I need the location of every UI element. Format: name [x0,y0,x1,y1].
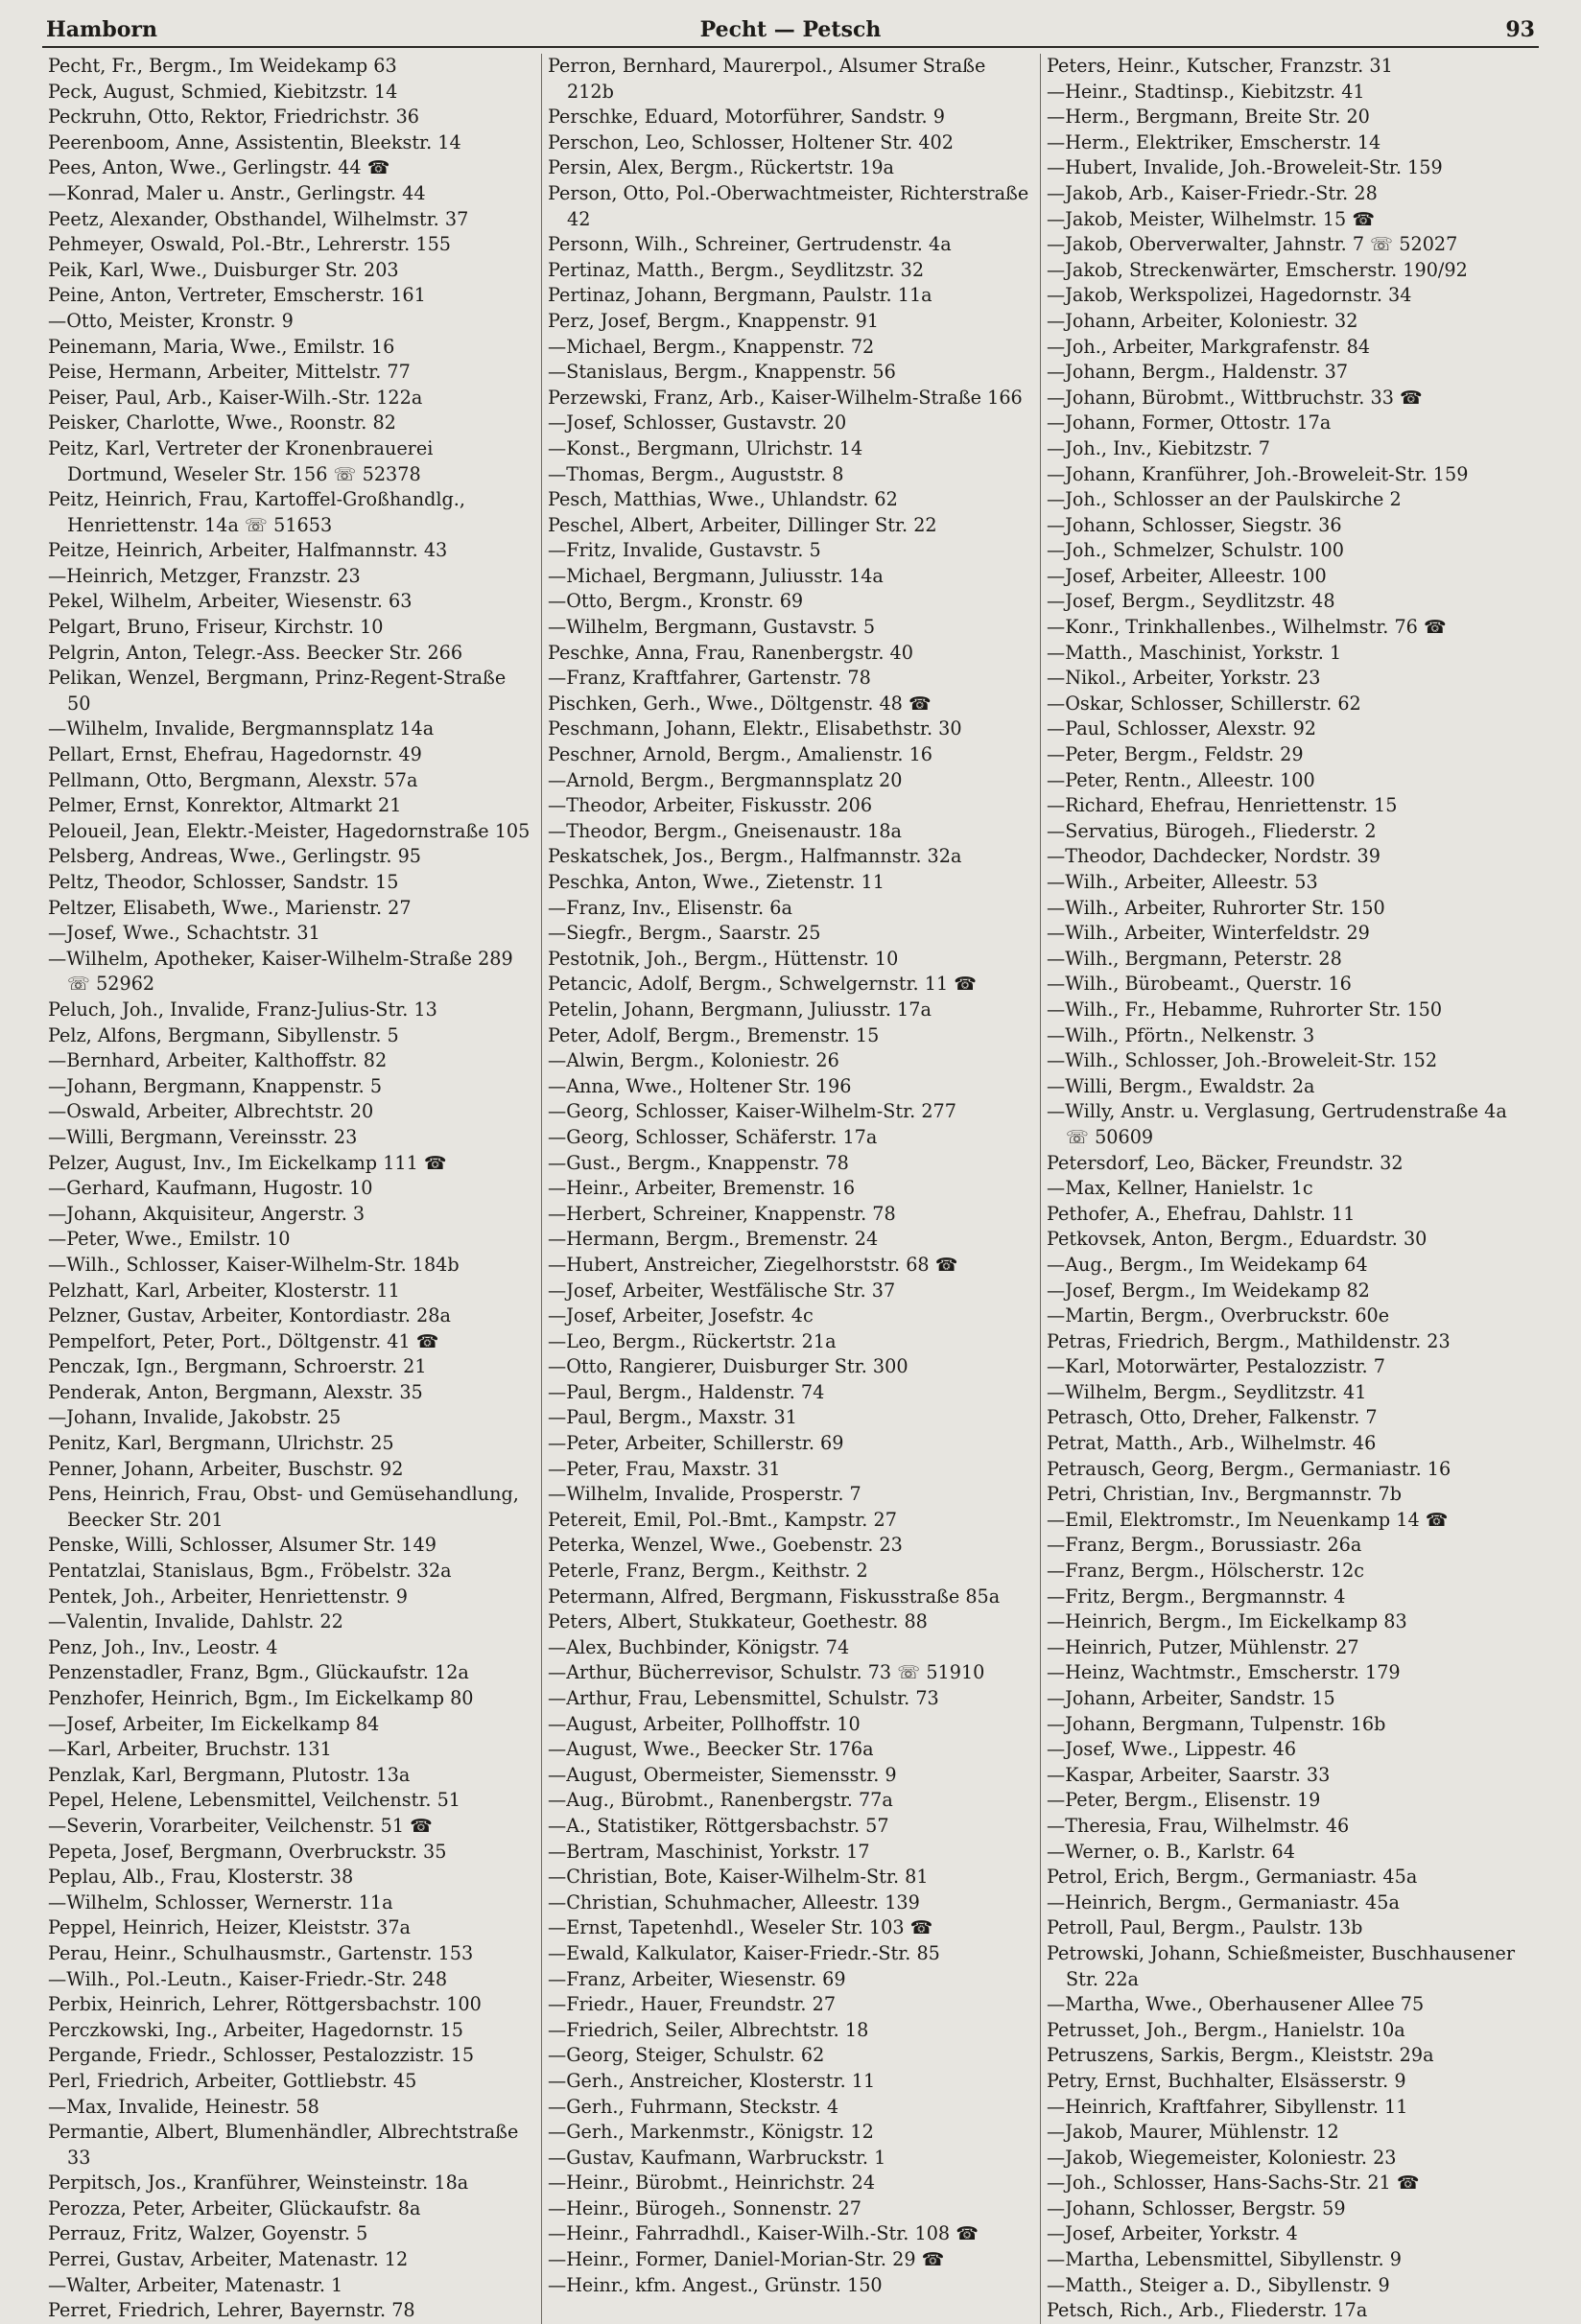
directory-entry: Peters, Heinr., Kutscher, Franzstr. 31 [1047,55,1393,77]
directory-entry: —Peter, Bergm., Feldstr. 29 [1047,743,1304,766]
directory-entry: —Johann, Arbeiter, Koloniestr. 32 [1047,309,1358,332]
directory-entry: —Gerh., Markenmstr., Königstr. 12 [548,2121,874,2144]
directory-entry: —Johann, Bergmann, Tulpenstr. 16b [1047,1712,1386,1735]
directory-entry: —Johann, Bergmann, Knappenstr. 5 [48,1074,383,1097]
directory-entry: —Matth., Steiger a. D., Sibyllenstr. 9 [1047,2273,1390,2296]
directory-entry: —Johann, Bürobmt., Wittbruchstr. 33 ☎ [1047,386,1423,409]
directory-entry: —Thomas, Bergm., Auguststr. 8 [548,462,844,485]
directory-entry: Peitze, Heinrich, Arbeiter, Halfmannstr. 43 [48,539,448,562]
directory-entry: —Konrad, Maler u. Anstr., Gerlingstr. 44 [48,181,426,204]
directory-entry: —Jakob, Oberverwalter, Jahnstr. 7 ☏ 52027 [1047,233,1458,256]
directory-entry: Peck, August, Schmied, Kiebitzstr. 14 [48,80,398,103]
directory-entry: —Theodor, Bergm., Gneisenaustr. 18a [548,819,902,842]
directory-entry: —Josef, Wwe., Lippestr. 46 [1047,1738,1297,1761]
directory-entry: —Jakob, Meister, Wilhelmstr. 15 ☎ [1047,207,1376,230]
directory-entry: Pelsberg, Andreas, Wwe., Gerlingstr. 95 [48,845,421,868]
directory-entry: Penzhofer, Heinrich, Bgm., Im Eickelkamp 80 [48,1687,474,1709]
directory-entry: Petry, Ernst, Buchhalter, Elsässerstr. 9 [1047,2069,1406,2092]
directory-entry: —Gustav, Kaufmann, Warbruckstr. 1 [548,2146,886,2169]
directory-entry: Peisker, Charlotte, Wwe., Roonstr. 82 [48,411,396,434]
directory-entry: —Gust., Bergm., Knappenstr. 78 [548,1151,849,1174]
directory-entry: Peterle, Franz, Bergm., Keithstr. 2 [548,1560,868,1583]
directory-entry: —Christian, Bote, Kaiser-Wilhelm-Str. 81 [548,1866,929,1889]
directory-entry: —Wilh., Schlosser, Kaiser-Wilhelm-Str. 184b [48,1253,460,1276]
directory-entry: —Gerh., Fuhrmann, Steckstr. 4 [548,2095,839,2118]
directory-entry: —Paul, Bergm., Haldenstr. 74 [548,1380,825,1403]
directory-entry: Pelzhatt, Karl, Arbeiter, Klosterstr. 11 [48,1279,400,1302]
directory-entry: Peter, Adolf, Bergm., Bremenstr. 15 [548,1023,880,1046]
directory-entry: Peine, Anton, Vertreter, Emscherstr. 161 [48,284,426,307]
directory-entry: —Martha, Lebensmittel, Sibyllenstr. 9 [1047,2248,1402,2271]
directory-entry: Peetz, Alexander, Obsthandel, Wilhelmstr. 37 [48,207,469,230]
directory-entry: Peitz, Heinrich, Frau, Kartoffel-Großhandlg., Henriettenstr. 14a ☏ 51653 [48,488,465,536]
directory-entry: Pischken, Gerh., Wwe., Döltgenstr. 48 ☎ [548,692,932,715]
directory-entry: Penske, Willi, Schlosser, Alsumer Str. 149 [48,1534,437,1557]
directory-entry: —Josef, Arbeiter, Josefstr. 4c [548,1304,814,1327]
directory-entry: —Bernhard, Arbeiter, Kalthoffstr. 82 [48,1049,388,1072]
directory-entry: Pergande, Friedr., Schlosser, Pestalozzistr. 15 [48,2044,475,2067]
directory-entry: —Martin, Bergm., Overbruckstr. 60e [1047,1304,1390,1327]
directory-entry: —Herbert, Schreiner, Knappenstr. 78 [548,1202,896,1225]
directory-entry: —Peter, Bergm., Elisenstr. 19 [1047,1789,1321,1812]
directory-entry: —Joh., Arbeiter, Markgrafenstr. 84 [1047,335,1371,358]
directory-entry: Pentatzlai, Stanislaus, Bgm., Fröbelstr. 32a [48,1560,452,1583]
directory-entry: Pekel, Wilhelm, Arbeiter, Wiesenstr. 63 [48,590,413,613]
directory-entry: Perret, Friedrich, Lehrer, Bayernstr. 78 [48,2299,415,2322]
directory-entry: —Theresia, Frau, Wilhelmstr. 46 [1047,1814,1350,1837]
directory-entry: Person, Otto, Pol.-Oberwachtmeister, Richterstraße 42 [548,181,1029,230]
directory-entry: —Friedrich, Seiler, Albrechtstr. 18 [548,2018,869,2041]
directory-entry: Perczkowski, Ing., Arbeiter, Hagedornstr. 15 [48,2018,463,2041]
directory-entry: Perozza, Peter, Arbeiter, Glückaufstr. 8a [48,2196,421,2219]
directory-entry: —Stanislaus, Bergm., Knappenstr. 56 [548,361,896,384]
directory-entry: —Heinrich, Bergm., Germaniastr. 45a [1047,1890,1400,1913]
directory-entry: —Arthur, Frau, Lebensmittel, Schulstr. 73 [548,1687,939,1709]
directory-entry: —Arnold, Bergm., Bergmannsplatz 20 [548,768,903,791]
column-1 [42,54,541,2324]
directory-entry: —Heinr., Bürogeh., Sonnenstr. 27 [548,2196,861,2219]
directory-entry: Peiser, Paul, Arb., Kaiser-Wilh.-Str. 122a [48,386,423,409]
directory-entry: —Otto, Rangierer, Duisburger Str. 300 [548,1355,908,1378]
directory-entry: —Heinrich, Bergm., Im Eickelkamp 83 [1047,1610,1407,1633]
directory-entry: —August, Arbeiter, Pollhoffstr. 10 [548,1712,861,1735]
directory-entry: —Johann, Kranführer, Joh.-Broweleit-Str. 159 [1047,462,1469,485]
directory-entry: Peschner, Arnold, Bergm., Amalienstr. 16 [548,743,932,766]
directory-entry: —Josef, Bergm., Seydlitzstr. 48 [1047,590,1335,613]
directory-entry: Peise, Hermann, Arbeiter, Mittelstr. 77 [48,361,411,384]
directory-entry: —Gerhard, Kaufmann, Hugostr. 10 [48,1177,373,1200]
directory-entry: Pethofer, A., Ehefrau, Dahlstr. 11 [1047,1202,1356,1225]
directory-entry: Pecht, Fr., Bergm., Im Weidekamp 63 [48,55,397,77]
directory-entry: —Werner, o. B., Karlstr. 64 [1047,1840,1295,1863]
directory-entry: —Konr., Trinkhallenbes., Wilhelmstr. 76 ☎ [1047,616,1447,639]
directory-entry: Pepeta, Josef, Bergmann, Overbruckstr. 35 [48,1840,447,1863]
directory-entry: —Arthur, Bücherrevisor, Schulstr. 73 ☏ 51910 [548,1661,985,1684]
directory-entry: —Peter, Arbeiter, Schillerstr. 69 [548,1432,844,1455]
directory-entry: —Wilh., Pförtn., Nelkenstr. 3 [1047,1023,1315,1046]
directory-entry: Perrauz, Fritz, Walzer, Goyenstr. 5 [48,2222,368,2245]
directory-entry: —Wilhelm, Invalide, Bergmannsplatz 14a [48,717,435,740]
directory-entry: Pees, Anton, Wwe., Gerlingstr. 44 ☎ [48,156,390,179]
directory-entry: Perz, Josef, Bergm., Knappenstr. 91 [548,309,879,332]
directory-entry: —Konst., Bergmann, Ulrichstr. 14 [548,436,863,459]
directory-entry: —Josef, Arbeiter, Alleestr. 100 [1047,564,1327,587]
directory-entry: —Wilhelm, Bergmann, Gustavstr. 5 [548,616,876,639]
directory-entry: Penitz, Karl, Bergmann, Ulrichstr. 25 [48,1432,394,1455]
directory-entry: —Karl, Motorwärter, Pestalozzistr. 7 [1047,1355,1385,1378]
directory-entry: Perau, Heinr., Schulhausmstr., Gartenstr. 153 [48,1941,474,1964]
directory-entry: —Martha, Wwe., Oberhausener Allee 75 [1047,1993,1425,2016]
directory-entry: Petereit, Emil, Pol.-Bmt., Kampstr. 27 [548,1508,897,1531]
directory-entry: —Wilh., Schlosser, Joh.-Broweleit-Str. 152 [1047,1049,1438,1072]
directory-entry: Pellmann, Otto, Bergmann, Alexstr. 57a [48,768,418,791]
directory-entry: —Gerh., Anstreicher, Klosterstr. 11 [548,2069,876,2092]
directory-entry: —Wilhelm, Bergm., Seydlitzstr. 41 [1047,1380,1367,1403]
directory-columns [42,54,1539,2324]
directory-entry: Perschke, Eduard, Motorführer, Sandstr. 9 [548,106,945,129]
directory-entry: —Jakob, Werkspolizei, Hagedornstr. 34 [1047,284,1412,307]
directory-entry: Pelgart, Bruno, Friseur, Kirchstr. 10 [48,616,384,639]
directory-entry: Pelzer, August, Inv., Im Eickelkamp 111 ☎ [48,1151,447,1174]
directory-entry: —Valentin, Invalide, Dahlstr. 22 [48,1610,343,1633]
page-header [42,13,1539,48]
directory-entry: —Jakob, Maurer, Mühlenstr. 12 [1047,2121,1339,2144]
directory-entry: Persin, Alex, Bergm., Rückertstr. 19a [548,156,894,179]
directory-entry: Peskatschek, Jos., Bergm., Halfmannstr. 32a [548,845,962,868]
directory-entry: —Matth., Maschinist, Yorkstr. 1 [1047,641,1342,664]
directory-entry: Peppel, Heinrich, Heizer, Kleiststr. 37a [48,1916,411,1939]
directory-entry: —Franz, Bergm., Hölscherstr. 12c [1047,1560,1365,1583]
directory-entry: —Friedr., Hauer, Freundstr. 27 [548,1993,837,2016]
directory-entry: —Max, Kellner, Hanielstr. 1c [1047,1177,1313,1200]
directory-entry: —Wilh., Arbeiter, Winterfeldstr. 29 [1047,922,1370,945]
directory-entry: —Willi, Bergm., Ewaldstr. 2a [1047,1074,1315,1097]
directory-entry: Perbix, Heinrich, Lehrer, Röttgersbachstr. 100 [48,1993,482,2016]
directory-entry: Petkovsek, Anton, Bergm., Eduardstr. 30 [1047,1228,1428,1251]
directory-entry: —Paul, Bergm., Maxstr. 31 [548,1406,797,1429]
directory-entry: Peschmann, Johann, Elektr., Elisabethstr. 30 [548,717,962,740]
directory-entry: Petersdorf, Leo, Bäcker, Freundstr. 32 [1047,1151,1404,1174]
directory-entry: —Otto, Meister, Kronstr. 9 [48,309,294,332]
directory-entry: Peltz, Theodor, Schlosser, Sandstr. 15 [48,871,399,893]
directory-entry: Perzewski, Franz, Arb., Kaiser-Wilhelm-Straße 166 [548,386,1023,409]
directory-entry: —Wilhelm, Apotheker, Kaiser-Wilhelm-Straße 289 ☏ 52962 [48,947,513,996]
directory-entry: —Fritz, Invalide, Gustavstr. 5 [548,539,821,562]
directory-entry: —A., Statistiker, Röttgersbachstr. 57 [548,1814,889,1837]
directory-entry: Petras, Friedrich, Bergm., Mathildenstr. 23 [1047,1329,1451,1352]
directory-entry: —Franz, Kraftfahrer, Gartenstr. 78 [548,667,871,690]
directory-entry: —Jakob, Wiegemeister, Koloniestr. 23 [1047,2146,1397,2169]
directory-entry: —Joh., Schlosser an der Paulskirche 2 [1047,488,1402,511]
directory-entry: Penz, Joh., Inv., Leostr. 4 [48,1635,278,1658]
directory-entry: —Johann, Arbeiter, Sandstr. 15 [1047,1687,1335,1709]
directory-entry: —Jakob, Arb., Kaiser-Friedr.-Str. 28 [1047,181,1378,204]
directory-entry: Peschke, Anna, Frau, Ranenbergstr. 40 [548,641,913,664]
directory-entry: —Hubert, Anstreicher, Ziegelhorststr. 68 ☎ [548,1253,958,1276]
directory-entry: Pehmeyer, Oswald, Pol.-Btr., Lehrerstr. 155 [48,233,451,256]
directory-entry: Peik, Karl, Wwe., Duisburger Str. 203 [48,258,399,281]
directory-entry: —Franz, Inv., Elisenstr. 6a [548,896,792,919]
directory-entry: —Hubert, Invalide, Joh.-Broweleit-Str. 159 [1047,156,1443,179]
directory-entry: —Josef, Wwe., Schachtstr. 31 [48,922,320,945]
directory-entry: —Michael, Bergmann, Juliusstr. 14a [548,564,884,587]
directory-entry: —Theodor, Dachdecker, Nordstr. 39 [1047,845,1380,868]
directory-entry: Petrat, Matth., Arb., Wilhelmstr. 46 [1047,1432,1377,1455]
directory-entry: Peschka, Anton, Wwe., Zietenstr. 11 [548,871,885,893]
directory-entry: —Joh., Schlosser, Hans-Sachs-Str. 21 ☎ [1047,2171,1420,2195]
directory-entry: —Franz, Bergm., Borussiastr. 26a [1047,1534,1362,1557]
directory-entry: Permantie, Albert, Blumenhändler, Albrechtstraße 33 [48,2121,519,2169]
directory-entry: —Johann, Akquisiteur, Angerstr. 3 [48,1202,366,1225]
directory-entry: —Heinz, Wachtmstr., Emscherstr. 179 [1047,1661,1401,1684]
directory-entry: —Oskar, Schlosser, Schillerstr. 62 [1047,692,1361,715]
page-number: 93 [1505,17,1535,42]
directory-entry: Pertinaz, Matth., Bergm., Seydlitzstr. 32 [548,258,925,281]
directory-entry: —Heinr., Fahrradhdl., Kaiser-Wilh.-Str. 108 ☎ [548,2222,979,2245]
directory-entry: —Anna, Wwe., Holtener Str. 196 [548,1074,852,1097]
column-2 [541,54,1040,2324]
directory-entry: Petelin, Johann, Bergmann, Juliusstr. 17a [548,998,932,1021]
directory-entry: —Karl, Arbeiter, Bruchstr. 131 [48,1738,332,1761]
directory-entry: Perron, Bernhard, Maurerpol., Alsumer Straße 212b [548,55,986,103]
directory-entry: —Oswald, Arbeiter, Albrechtstr. 20 [48,1100,374,1123]
directory-entry: Pempelfort, Peter, Port., Döltgenstr. 41 ☎ [48,1329,439,1352]
directory-entry: Peloueil, Jean, Elektr.-Meister, Hagedornstraße 105 [48,819,531,842]
directory-entry: —Wilh., Arbeiter, Alleestr. 53 [1047,871,1318,893]
directory-entry: Peerenboom, Anne, Assistentin, Bleekstr. 14 [48,130,461,153]
directory-entry: —Richard, Ehefrau, Henriettenstr. 15 [1047,794,1398,817]
directory-entry: —Heinrich, Kraftfahrer, Sibyllenstr. 11 [1047,2095,1408,2118]
directory-entry: —Herm., Elektriker, Emscherstr. 14 [1047,130,1381,153]
directory-entry: —Johann, Schlosser, Siegstr. 36 [1047,513,1342,536]
directory-entry: —Alex, Buchbinder, Königstr. 74 [548,1635,850,1658]
directory-entry: —Kaspar, Arbeiter, Saarstr. 33 [1047,1763,1331,1786]
directory-entry: —Georg, Steiger, Schulstr. 62 [548,2044,825,2067]
directory-entry: Penderak, Anton, Bergmann, Alexstr. 35 [48,1380,423,1403]
directory-entry: —Johann, Bergm., Haldenstr. 37 [1047,361,1349,384]
directory-entry: Pelmer, Ernst, Konrektor, Altmarkt 21 [48,794,402,817]
directory-entry: Pepel, Helene, Lebensmittel, Veilchenstr. 51 [48,1789,461,1812]
directory-entry: —Peter, Wwe., Emilstr. 10 [48,1228,291,1251]
directory-entry: —Siegfr., Bergm., Saarstr. 25 [548,922,821,945]
directory-entry: Petrasch, Otto, Dreher, Falkenstr. 7 [1047,1406,1378,1429]
directory-entry: —Severin, Vorarbeiter, Veilchenstr. 51 ☎ [48,1814,434,1837]
directory-entry: —Theodor, Arbeiter, Fiskusstr. 206 [548,794,873,817]
directory-entry: Petrusset, Joh., Bergm., Hanielstr. 10a [1047,2018,1405,2041]
directory-entry: Perl, Friedrich, Arbeiter, Gottliebstr. 45 [48,2069,417,2092]
directory-entry: —Servatius, Bürogeh., Fliederstr. 2 [1047,819,1377,842]
directory-entry: —Willy, Anstr. u. Verglasung, Gertrudenstraße 4a ☏ 50609 [1047,1100,1507,1148]
directory-entry: Petermann, Alfred, Bergmann, Fiskusstraße 85a [548,1585,1001,1608]
directory-entry: —Aug., Bürobmt., Ranenbergstr. 77a [548,1789,893,1812]
directory-entry: —Jakob, Streckenwärter, Emscherstr. 190/92 [1047,258,1468,281]
directory-entry: —Johann, Former, Ottostr. 17a [1047,411,1332,434]
directory-entry: Perrei, Gustav, Arbeiter, Matenastr. 12 [48,2248,409,2271]
directory-entry: —Franz, Arbeiter, Wiesenstr. 69 [548,1967,846,1990]
directory-entry: Pellart, Ernst, Ehefrau, Hagedornstr. 49 [48,743,422,766]
directory-entry: Peinemann, Maria, Wwe., Emilstr. 16 [48,335,395,358]
directory-entry: —Leo, Bergm., Rückertstr. 21a [548,1329,837,1352]
directory-entry: —Christian, Schuhmacher, Alleestr. 139 [548,1890,920,1913]
directory-entry: Pentek, Joh., Arbeiter, Henriettenstr. 9 [48,1585,408,1608]
directory-entry: Peluch, Joh., Invalide, Franz-Julius-Str. 13 [48,998,437,1021]
directory-entry: Peschel, Albert, Arbeiter, Dillinger Str. 22 [548,513,937,536]
directory-entry: —Wilhelm, Schlosser, Wernerstr. 11a [48,1890,393,1913]
directory-entry: —Ernst, Tapetenhdl., Weseler Str. 103 ☎ [548,1916,933,1939]
directory-entry: Petroll, Paul, Bergm., Paulstr. 13b [1047,1916,1363,1939]
column-3 [1040,54,1539,2324]
directory-entry: —Willi, Bergmann, Vereinsstr. 23 [48,1125,358,1148]
directory-entry: —Heinr., Arbeiter, Bremenstr. 16 [548,1177,856,1200]
directory-entry: —Herm., Bergmann, Breite Str. 20 [1047,106,1370,129]
directory-entry: Pelzner, Gustav, Arbeiter, Kontordiastr. 28a [48,1304,451,1327]
directory-entry: —Nikol., Arbeiter, Yorkstr. 23 [1047,667,1321,690]
directory-entry: Peltzer, Elisabeth, Wwe., Marienstr. 27 [48,896,412,919]
directory-entry: Penner, Johann, Arbeiter, Buschstr. 92 [48,1457,404,1480]
directory-entry: —Josef, Arbeiter, Yorkstr. 4 [1047,2222,1298,2245]
directory-entry: —Heinrich, Metzger, Franzstr. 23 [48,564,361,587]
directory-entry: —Heinr., Bürobmt., Heinrichstr. 24 [548,2171,876,2195]
directory-entry: —Johann, Schlosser, Bergstr. 59 [1047,2196,1346,2219]
directory-entry: —Wilh., Arbeiter, Ruhrorter Str. 150 [1047,896,1385,919]
directory-entry: Pertinaz, Johann, Bergmann, Paulstr. 11a [548,284,932,307]
directory-entry: —Georg, Schlosser, Schäferstr. 17a [548,1125,878,1148]
directory-entry: —Michael, Bergm., Knappenstr. 72 [548,335,875,358]
directory-entry: Petruszens, Sarkis, Bergm., Kleiststr. 29a [1047,2044,1434,2067]
directory-entry: —August, Obermeister, Siemensstr. 9 [548,1763,897,1786]
directory-entry: —Wilh., Bergmann, Peterstr. 28 [1047,947,1342,970]
directory-entry: —Walter, Arbeiter, Matenastr. 1 [48,2273,343,2296]
directory-entry: —Paul, Schlosser, Alexstr. 92 [1047,717,1317,740]
directory-entry: Pelz, Alfons, Bergmann, Sibyllenstr. 5 [48,1023,399,1046]
directory-entry: Penzenstadler, Franz, Bgm., Glückaufstr. 12a [48,1661,469,1684]
directory-entry: Petrausch, Georg, Bergm., Germaniastr. 16 [1047,1457,1451,1480]
directory-entry: Petancic, Adolf, Bergm., Schwelgernstr. 11 ☎ [548,973,978,996]
directory-entry: —Josef, Arbeiter, Westfälische Str. 37 [548,1279,896,1302]
directory-entry: —Heinrich, Putzer, Mühlenstr. 27 [1047,1635,1359,1658]
directory-entry: —Heinr., kfm. Angest., Grünstr. 150 [548,2273,883,2296]
directory-entry: Pestotnik, Joh., Bergm., Hüttenstr. 10 [548,947,899,970]
header-city: Hamborn [46,17,157,42]
directory-entry: Peplau, Alb., Frau, Klosterstr. 38 [48,1866,354,1889]
header-range: Pecht — Petsch [699,17,882,42]
directory-entry: —Bertram, Maschinist, Yorkstr. 17 [548,1840,870,1863]
directory-entry: Pelikan, Wenzel, Bergmann, Prinz-Regent-Straße 50 [48,667,507,715]
directory-entry: Penzlak, Karl, Bergmann, Plutostr. 13a [48,1763,411,1786]
directory-entry: —August, Wwe., Beecker Str. 176a [548,1738,874,1761]
directory-entry: Perpitsch, Jos., Kranführer, Weinsteinstr. 18a [48,2171,469,2195]
directory-entry: —Josef, Schlosser, Gustavstr. 20 [548,411,847,434]
directory-entry: —Otto, Bergm., Kronstr. 69 [548,590,804,613]
directory-entry: —Wilh., Fr., Hebamme, Ruhrorter Str. 150 [1047,998,1443,1021]
directory-entry: —Joh., Schmelzer, Schulstr. 100 [1047,539,1344,562]
directory-entry: —Wilh., Bürobeamt., Querstr. 16 [1047,973,1352,996]
directory-entry: —Peter, Rentn., Alleestr. 100 [1047,768,1315,791]
directory-entry: Penczak, Ign., Bergmann, Schroerstr. 21 [48,1355,427,1378]
directory-entry: Perschon, Leo, Schlosser, Holtener Str. 402 [548,130,954,153]
directory-entry: —Johann, Invalide, Jakobstr. 25 [48,1406,342,1429]
directory-entry: Peckruhn, Otto, Rektor, Friedrichstr. 36 [48,106,419,129]
directory-entry: —Peter, Frau, Maxstr. 31 [548,1457,781,1480]
directory-entry: Pesch, Matthias, Wwe., Uhlandstr. 62 [548,488,898,511]
directory-entry: Petrowski, Johann, Schießmeister, Buschhausener Str. 22a [1047,1941,1516,1990]
directory-entry: —Heinr., Stadtinsp., Kiebitzstr. 41 [1047,80,1365,103]
directory-entry: Pelgrin, Anton, Telegr.-Ass. Beecker Str. 266 [48,641,463,664]
directory-entry: —Wilh., Pol.-Leutn., Kaiser-Friedr.-Str. 248 [48,1967,448,1990]
directory-entry: Peitz, Karl, Vertreter der Kronenbrauerei Dortmund, Weseler Str. 156 ☏ 52378 [48,436,434,485]
directory-entry: —Alwin, Bergm., Koloniestr. 26 [548,1049,839,1072]
directory-entry: —Georg, Schlosser, Kaiser-Wilhelm-Str. 277 [548,1100,956,1123]
directory-entry: —Emil, Elektromstr., Im Neuenkamp 14 ☎ [1047,1508,1449,1531]
directory-entry: —Heinr., Former, Daniel-Morian-Str. 29 ☎ [548,2248,945,2271]
directory-entry: Peterka, Wenzel, Wwe., Goebenstr. 23 [548,1534,903,1557]
directory-entry: —Aug., Bergm., Im Weidekamp 64 [1047,1253,1368,1276]
directory-entry: —Josef, Arbeiter, Im Eickelkamp 84 [48,1712,380,1735]
directory-entry: Petsch, Rich., Arb., Fliederstr. 17a [1047,2299,1368,2322]
directory-entry: Peters, Albert, Stukkateur, Goethestr. 88 [548,1610,928,1633]
directory-entry: Petrol, Erich, Bergm., Germaniastr. 45a [1047,1866,1418,1889]
directory-entry: —Joh., Inv., Kiebitzstr. 7 [1047,436,1270,459]
directory-entry: —Ewald, Kalkulator, Kaiser-Friedr.-Str. 85 [548,1941,940,1964]
directory-entry: Petri, Christian, Inv., Bergmannstr. 7b [1047,1483,1403,1506]
directory-entry: Personn, Wilh., Schreiner, Gertrudenstr. 4a [548,233,952,256]
directory-entry: —Fritz, Bergm., Bergmannstr. 4 [1047,1585,1346,1608]
directory-entry: —Hermann, Bergm., Bremenstr. 24 [548,1228,879,1251]
directory-entry: Pens, Heinrich, Frau, Obst- und Gemüsehandlung, Beecker Str. 201 [48,1483,519,1531]
directory-entry: —Wilhelm, Invalide, Prosperstr. 7 [548,1483,861,1506]
directory-entry: —Max, Invalide, Heinestr. 58 [48,2095,319,2118]
directory-entry: —Josef, Bergm., Im Weidekamp 82 [1047,1279,1370,1302]
